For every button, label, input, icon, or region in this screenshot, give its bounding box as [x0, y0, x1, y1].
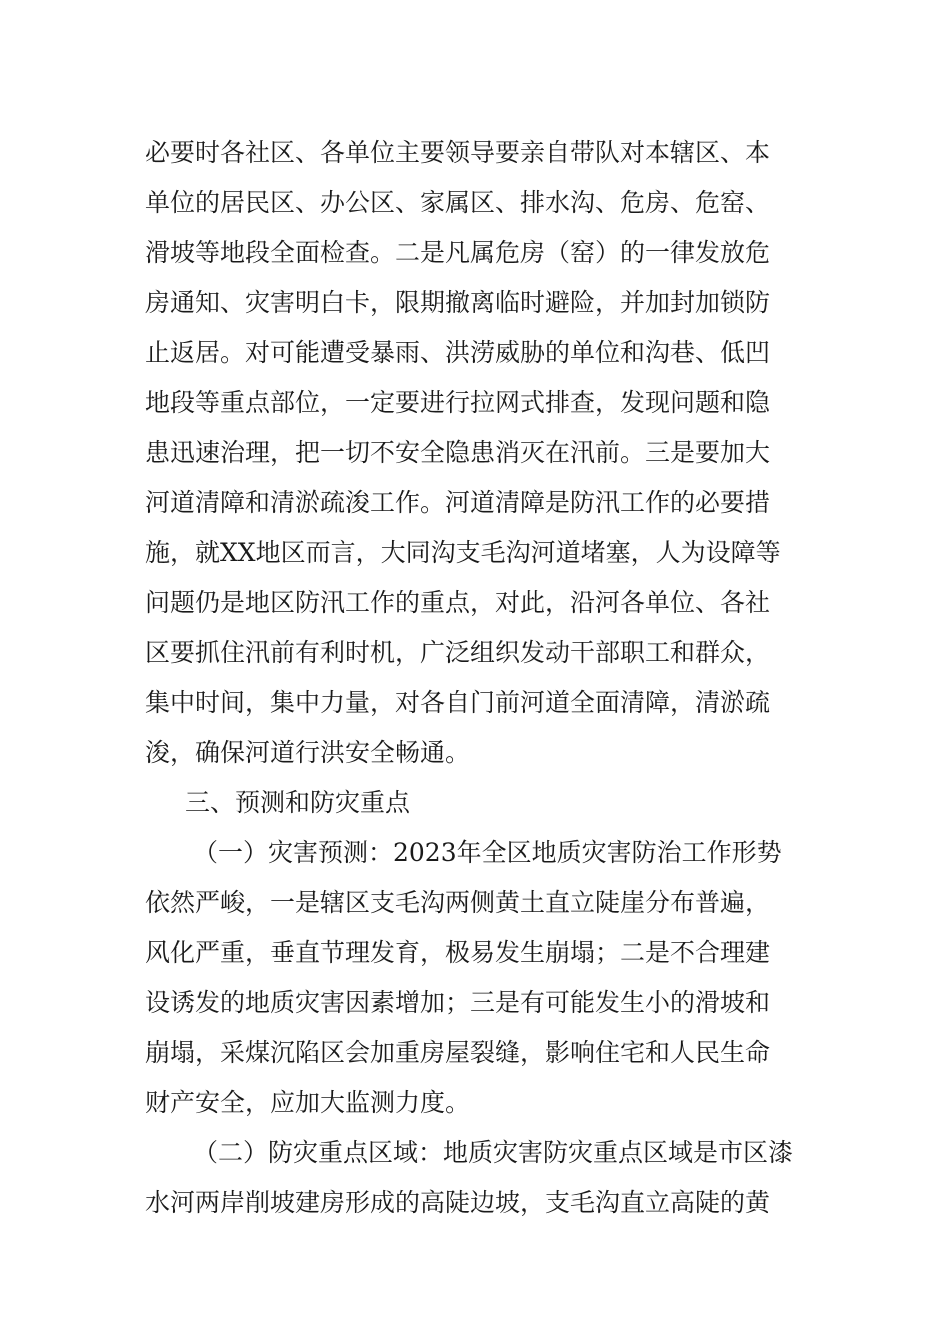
text-line: （二）防灾重点区域：地质灾害防灾重点区域是市区漆 — [193, 1138, 794, 1167]
paragraph-continuation — [145, 128, 810, 778]
text-line: 崩塌，采煤沉陷区会加重房屋裂缝，影响住宅和人民生命 — [145, 1038, 771, 1067]
section-heading: 三、预测和防灾重点 — [185, 788, 411, 817]
text-line: 财产安全，应加大监测力度。 — [145, 1088, 471, 1117]
text-line: 河道清障和清淤疏浚工作。河道清障是防汛工作的必要措 — [145, 488, 771, 517]
text-line: 风化严重，垂直节理发育，极易发生崩塌；二是不合理建 — [145, 938, 771, 967]
text-line: 依然严峻，一是辖区支毛沟两侧黄土直立陡崖分布普遍， — [145, 888, 771, 917]
text-line: 问题仍是地区防汛工作的重点，对此，沿河各单位、各社 — [145, 588, 771, 617]
paragraph-key-areas — [145, 1128, 810, 1228]
document-body — [145, 128, 810, 1228]
text-line: 患迅速治理，把一切不安全隐患消灭在汛前。三是要加大 — [145, 438, 771, 467]
text-line: 浚，确保河道行洪安全畅通。 — [145, 738, 471, 767]
text-line: 集中时间，集中力量，对各自门前河道全面清障，清淤疏 — [145, 688, 771, 717]
paragraph-disaster-forecast — [145, 828, 810, 1128]
text-line: 设诱发的地质灾害因素增加；三是有可能发生小的滑坡和 — [145, 988, 771, 1017]
text-line: 施，就XX地区而言，大同沟支毛沟河道堵塞，人为设障等 — [145, 538, 781, 567]
text-line: 止返居。对可能遭受暴雨、洪涝威胁的单位和沟巷、低凹 — [145, 338, 771, 367]
text-line: 水河两岸削坡建房形成的高陡边坡，支毛沟直立高陡的黄 — [145, 1188, 771, 1217]
text-line: 房通知、灾害明白卡，限期撤离临时避险，并加封加锁防 — [145, 288, 771, 317]
text-line: 单位的居民区、办公区、家属区、排水沟、危房、危窑、 — [145, 188, 771, 217]
text-line: （一）灾害预测：2023年全区地质灾害防治工作形势 — [193, 838, 782, 867]
text-line: 滑坡等地段全面检查。二是凡属危房（窑）的一律发放危 — [145, 238, 771, 267]
text-line: 地段等重点部位，一定要进行拉网式排查，发现问题和隐 — [145, 388, 771, 417]
text-line: 必要时各社区、各单位主要领导要亲自带队对本辖区、本 — [145, 138, 771, 167]
text-line: 区要抓住汛前有利时机，广泛组织发动干部职工和群众， — [145, 638, 771, 667]
